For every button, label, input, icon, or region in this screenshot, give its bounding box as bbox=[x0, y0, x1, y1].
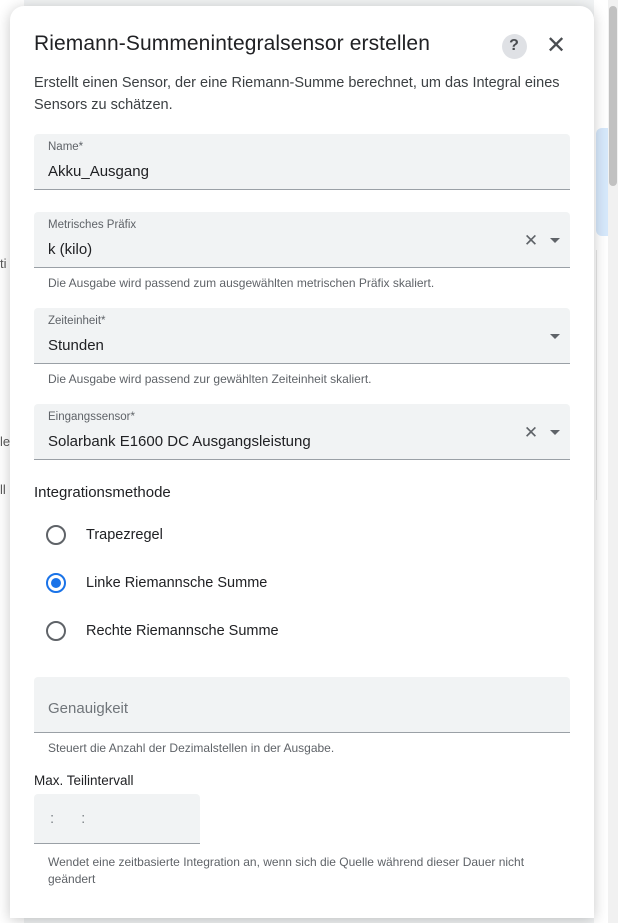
time-separator-2: : bbox=[81, 810, 87, 827]
chevron-down-icon[interactable] bbox=[550, 238, 560, 243]
background-text-fragment-2: le bbox=[0, 434, 11, 449]
radio-icon[interactable] bbox=[46, 525, 66, 545]
radio-icon-selected[interactable] bbox=[46, 573, 66, 593]
input-sensor-select[interactable] bbox=[34, 404, 570, 460]
metric-prefix-actions bbox=[522, 212, 560, 268]
radio-option-trapezoidal[interactable] bbox=[34, 511, 570, 559]
time-unit-select[interactable] bbox=[34, 308, 570, 364]
chevron-down-icon[interactable] bbox=[550, 334, 560, 339]
radio-label: Trapezregel bbox=[86, 527, 163, 543]
name-field-value: Akku_Ausgang bbox=[48, 162, 149, 180]
max-subinterval-label: Max. Teilintervall bbox=[34, 773, 134, 788]
max-subinterval-input[interactable] bbox=[34, 794, 200, 844]
header-actions bbox=[500, 30, 570, 60]
metric-prefix-label: Metrisches Präfix bbox=[48, 219, 137, 231]
help-icon[interactable] bbox=[500, 32, 528, 60]
radio-label: Linke Riemannsche Summe bbox=[86, 575, 268, 591]
input-sensor-value: Solarbank E1600 DC Ausgangsleistung bbox=[48, 432, 311, 450]
dialog-description: Erstellt einen Sensor, der eine Riemann-Summe berechnet, um das Integral eines Sensors zu schätzen. bbox=[34, 75, 560, 113]
precision-helper: Steuert die Anzahl der Dezimalstellen in der Ausgabe. bbox=[48, 741, 335, 755]
background-text-fragment-3: ll bbox=[0, 482, 6, 497]
dialog-header bbox=[10, 6, 594, 60]
close-icon[interactable] bbox=[542, 32, 570, 60]
time-unit-value: Stunden bbox=[48, 336, 104, 354]
precision-field[interactable] bbox=[34, 677, 570, 733]
help-glyph: ? bbox=[502, 34, 527, 59]
name-field[interactable] bbox=[34, 134, 570, 190]
time-unit-label: Zeiteinheit* bbox=[48, 315, 106, 327]
scrollbar[interactable] bbox=[608, 0, 618, 923]
radio-option-left-riemann[interactable] bbox=[34, 559, 570, 607]
max-subinterval-helper: Wendet eine zeitbasierte Integration an, wenn sich die Quelle während dieser Dauer nicht geändert bbox=[48, 855, 525, 886]
radio-option-right-riemann[interactable] bbox=[34, 607, 570, 655]
close-glyph: ✕ bbox=[545, 32, 567, 59]
time-separator-1: : bbox=[50, 810, 56, 827]
time-unit-helper: Die Ausgabe wird passend zur gewählten Zeiteinheit skaliert. bbox=[48, 372, 372, 386]
precision-placeholder: Genauigkeit bbox=[48, 700, 129, 717]
scrollbar-thumb[interactable] bbox=[609, 6, 617, 186]
radio-label: Rechte Riemannsche Summe bbox=[86, 623, 279, 639]
dialog-form bbox=[10, 116, 594, 888]
radio-icon[interactable] bbox=[46, 621, 66, 641]
clear-icon[interactable]: ✕ bbox=[523, 230, 539, 250]
metric-prefix-value: k (kilo) bbox=[48, 240, 93, 258]
input-sensor-actions bbox=[522, 404, 560, 460]
integration-method-title: Integrationsmethode bbox=[34, 484, 171, 501]
chevron-down-icon[interactable] bbox=[550, 430, 560, 435]
page-title: Riemann-Summenintegralsensor erstellen bbox=[34, 32, 430, 55]
background-text-fragment-1: ti bbox=[0, 256, 7, 271]
clear-icon[interactable]: ✕ bbox=[523, 422, 539, 442]
create-riemann-sum-sensor-dialog bbox=[10, 6, 594, 918]
metric-prefix-select[interactable] bbox=[34, 212, 570, 268]
time-unit-actions bbox=[550, 308, 560, 364]
name-field-label: Name* bbox=[48, 141, 84, 153]
input-sensor-label: Eingangssensor* bbox=[48, 411, 135, 423]
metric-prefix-helper: Die Ausgabe wird passend zum ausgewählten metrischen Präfix skaliert. bbox=[48, 276, 435, 290]
